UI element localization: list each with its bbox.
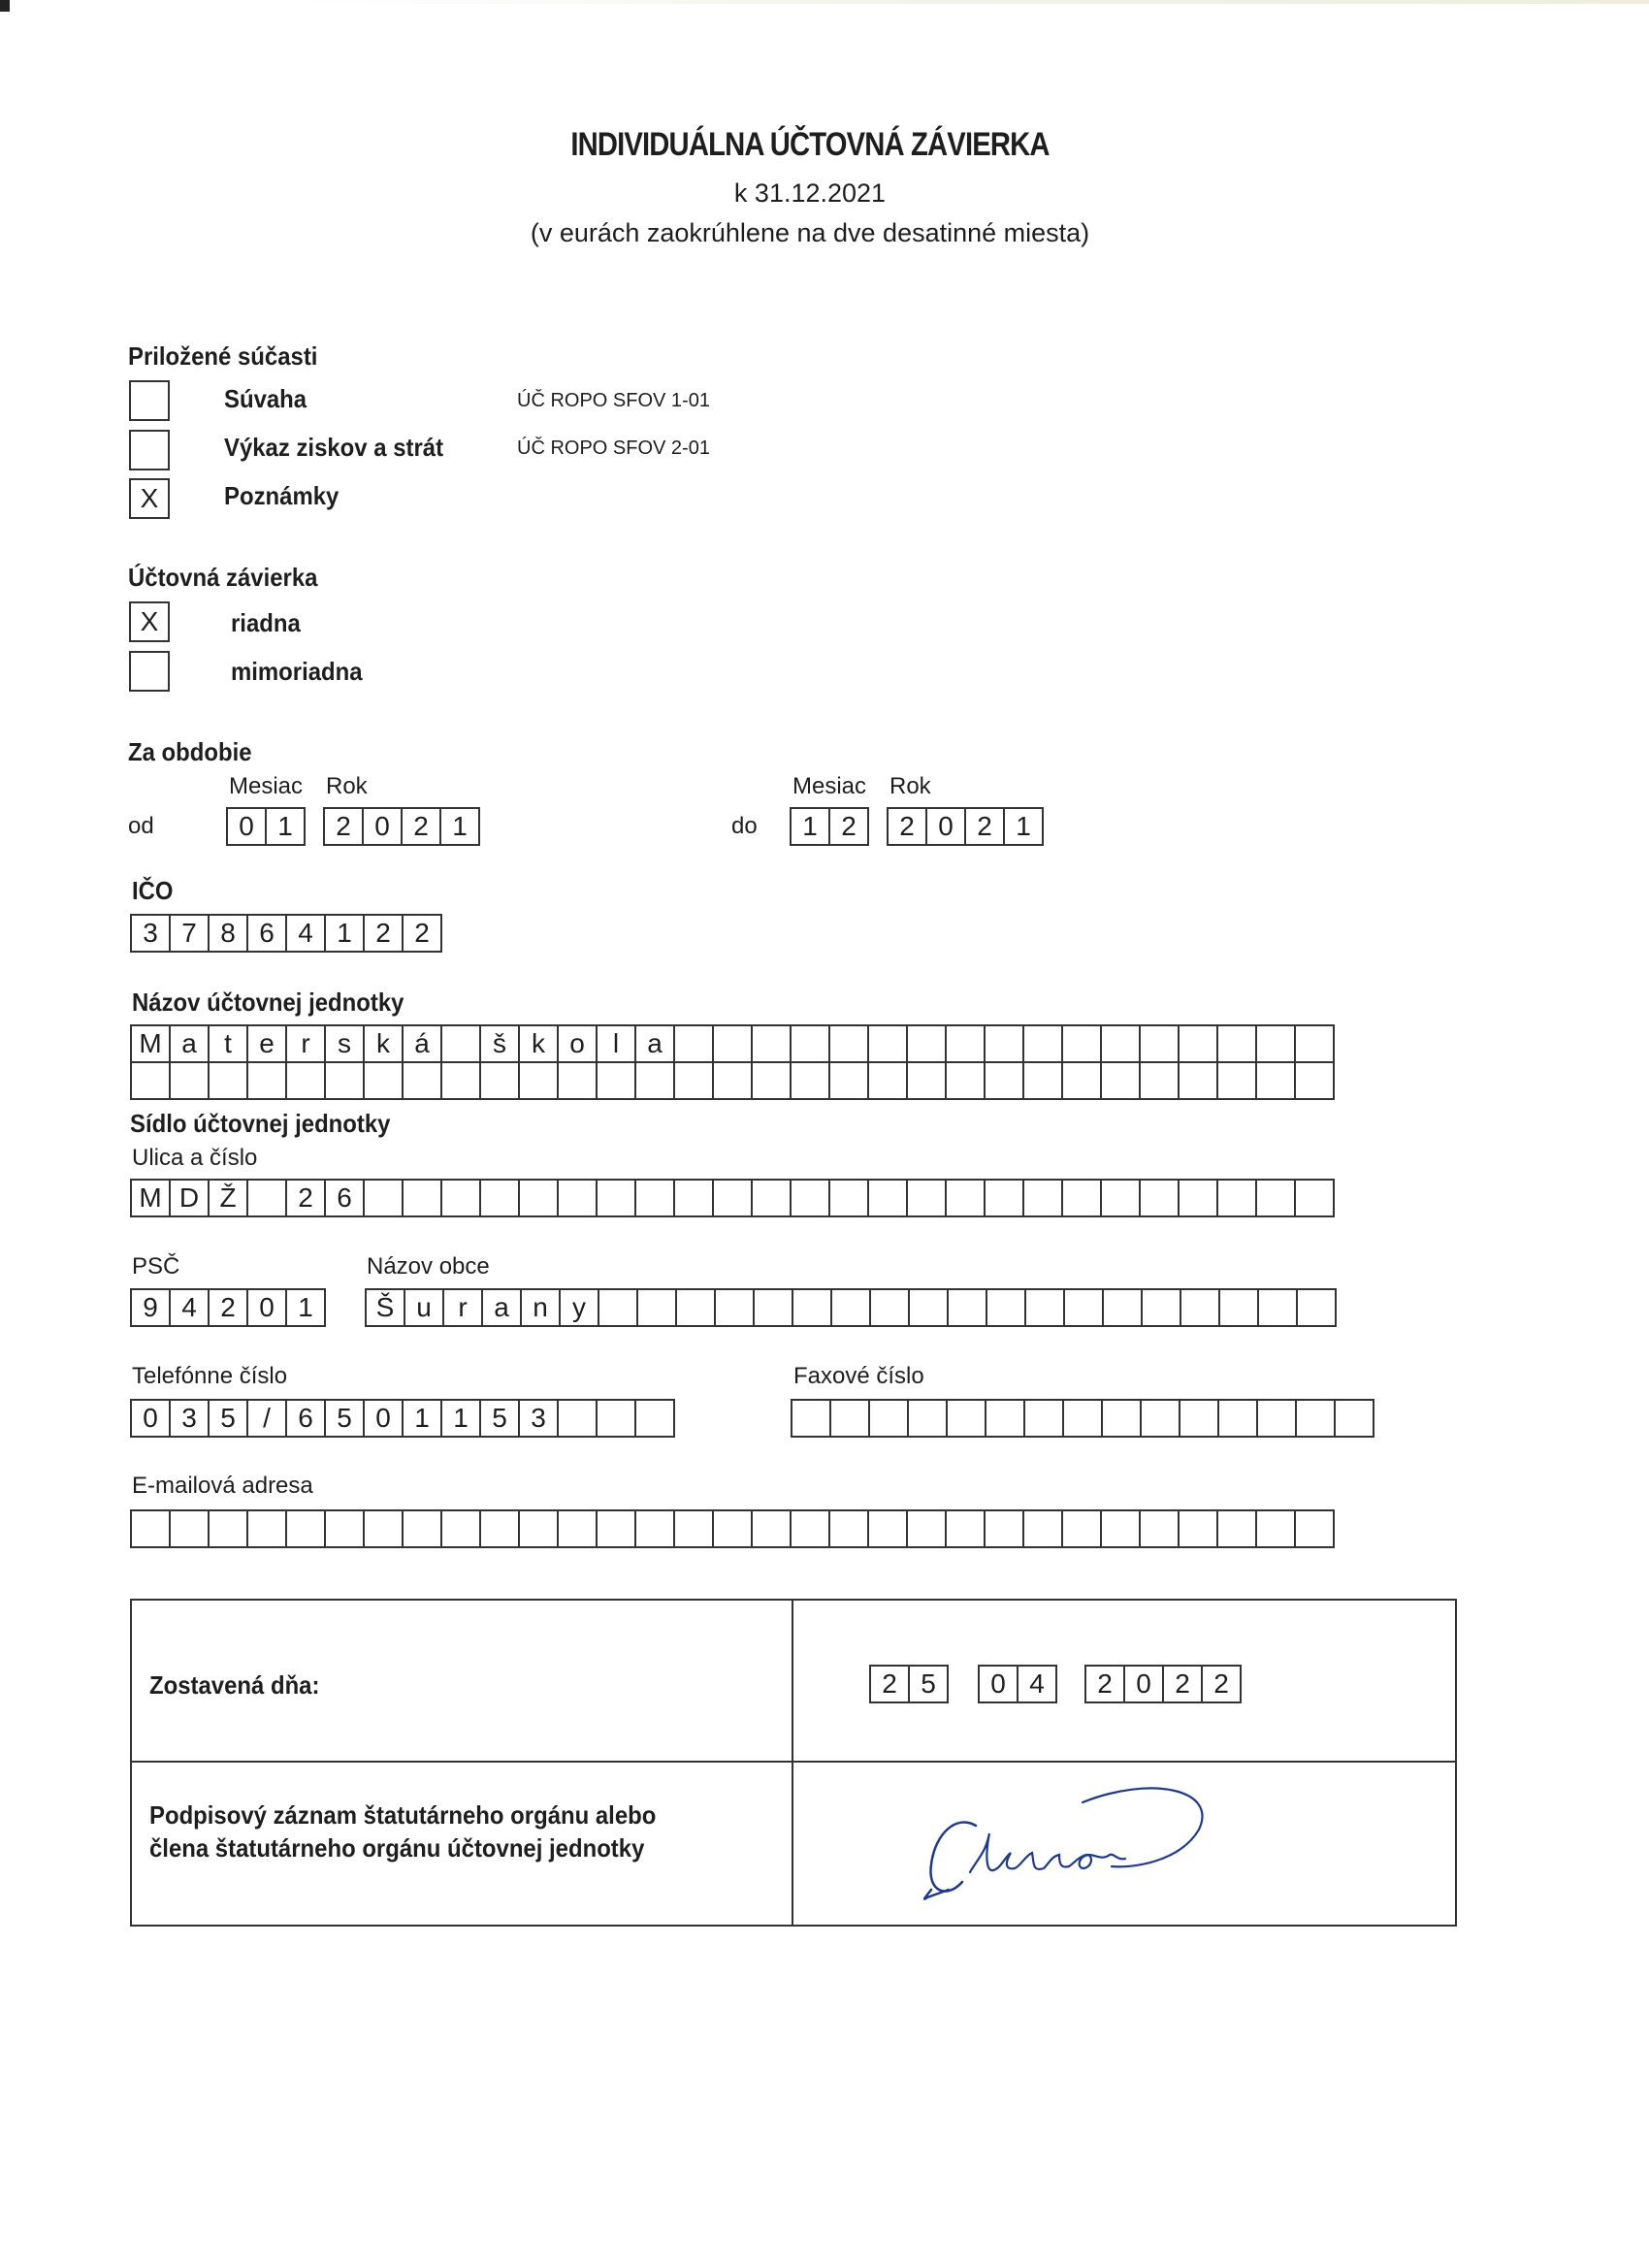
char-cell bbox=[210, 1061, 248, 1100]
char-cell bbox=[830, 1024, 869, 1063]
compiled-label: Zostavená dňa: bbox=[149, 1670, 320, 1700]
char-cell bbox=[598, 1061, 636, 1100]
char-cell: y bbox=[561, 1288, 599, 1327]
signature-svg bbox=[889, 1775, 1296, 1911]
char-cell bbox=[949, 1288, 987, 1327]
char-cell: 0 bbox=[1125, 1665, 1164, 1703]
char-cell: 2 bbox=[403, 807, 441, 846]
char-cell bbox=[986, 1024, 1024, 1063]
char-cell bbox=[1296, 1509, 1335, 1548]
code-suvaha: ÚČ ROPO SFOV 1-01 bbox=[517, 390, 710, 411]
checkbox-suvaha[interactable] bbox=[129, 380, 170, 421]
char-cell bbox=[1141, 1024, 1180, 1063]
checkbox-poznamky[interactable]: X bbox=[129, 478, 170, 519]
char-cell bbox=[404, 1179, 442, 1217]
char-cell bbox=[1025, 1399, 1064, 1438]
char-cell bbox=[908, 1024, 947, 1063]
char-cell bbox=[869, 1509, 908, 1548]
char-cell bbox=[986, 1509, 1024, 1548]
char-cell bbox=[248, 1509, 287, 1548]
char-cell bbox=[1063, 1061, 1102, 1100]
char-cell bbox=[599, 1288, 638, 1327]
char-cell: 3 bbox=[520, 1399, 559, 1438]
street-field[interactable] bbox=[130, 1179, 1335, 1217]
char-cell bbox=[908, 1179, 947, 1217]
char-cell bbox=[1103, 1399, 1142, 1438]
char-cell: 5 bbox=[326, 1399, 365, 1438]
char-cell bbox=[210, 1509, 248, 1548]
char-cell bbox=[869, 1024, 908, 1063]
char-cell bbox=[1104, 1288, 1143, 1327]
period-heading: Za obdobie bbox=[128, 737, 252, 766]
psc-field[interactable] bbox=[130, 1288, 326, 1327]
char-cell bbox=[1143, 1288, 1181, 1327]
char-cell bbox=[598, 1399, 636, 1438]
char-cell bbox=[986, 1399, 1025, 1438]
char-cell bbox=[792, 1024, 830, 1063]
signature-label-line1: Podpisový záznam štatutárneho orgánu alebo bbox=[149, 1800, 657, 1830]
label-poznamky: Poznámky bbox=[224, 481, 340, 510]
char-cell: 2 bbox=[365, 914, 404, 953]
char-cell bbox=[636, 1509, 675, 1548]
char-cell bbox=[714, 1179, 753, 1217]
char-cell: / bbox=[248, 1399, 287, 1438]
char-cell: 1 bbox=[267, 807, 306, 846]
char-cell bbox=[871, 1288, 910, 1327]
handwritten-signature bbox=[889, 1775, 1296, 1911]
char-cell bbox=[171, 1509, 210, 1548]
char-cell bbox=[793, 1288, 832, 1327]
char-cell bbox=[1102, 1061, 1141, 1100]
char-cell bbox=[1180, 1509, 1218, 1548]
char-cell bbox=[832, 1288, 871, 1327]
char-cell bbox=[442, 1024, 481, 1063]
char-cell bbox=[947, 1024, 986, 1063]
char-cell: 2 bbox=[871, 1665, 910, 1703]
char-cell: a bbox=[483, 1288, 522, 1327]
char-cell bbox=[675, 1024, 714, 1063]
char-cell bbox=[442, 1509, 481, 1548]
char-cell: 1 bbox=[287, 1288, 326, 1327]
char-cell bbox=[986, 1061, 1024, 1100]
char-cell bbox=[792, 1509, 830, 1548]
char-cell bbox=[1181, 1288, 1220, 1327]
char-cell bbox=[908, 1509, 947, 1548]
char-cell bbox=[1024, 1509, 1063, 1548]
char-cell: k bbox=[365, 1024, 404, 1063]
char-cell bbox=[1024, 1061, 1063, 1100]
psc-label: PSČ bbox=[132, 1253, 180, 1280]
char-cell: 6 bbox=[248, 914, 287, 953]
char-cell: š bbox=[481, 1024, 520, 1063]
char-cell: 5 bbox=[910, 1665, 949, 1703]
char-cell bbox=[1257, 1061, 1296, 1100]
table-divider-vertical bbox=[792, 1601, 793, 1925]
char-cell bbox=[636, 1179, 675, 1217]
char-cell bbox=[636, 1399, 675, 1438]
char-cell bbox=[869, 1179, 908, 1217]
char-cell: 0 bbox=[364, 807, 403, 846]
char-cell bbox=[442, 1061, 481, 1100]
char-cell bbox=[404, 1509, 442, 1548]
char-cell: 5 bbox=[481, 1399, 520, 1438]
char-cell bbox=[908, 1061, 947, 1100]
phone-label: Telefónne číslo bbox=[132, 1363, 288, 1389]
checkbox-mimoriadna[interactable] bbox=[129, 651, 170, 692]
char-cell: o bbox=[559, 1024, 598, 1063]
char-cell: Š bbox=[367, 1288, 405, 1327]
char-cell bbox=[1259, 1288, 1298, 1327]
date-line: k 31.12.2021 bbox=[733, 178, 887, 208]
compiled-month-field[interactable] bbox=[978, 1665, 1057, 1703]
ico-label: IČO bbox=[132, 876, 174, 905]
char-cell bbox=[910, 1288, 949, 1327]
char-cell bbox=[1024, 1024, 1063, 1063]
char-cell bbox=[677, 1288, 716, 1327]
char-cell bbox=[287, 1509, 326, 1548]
char-cell: D bbox=[171, 1179, 210, 1217]
char-cell bbox=[830, 1061, 869, 1100]
scan-edge bbox=[291, 0, 1649, 4]
char-cell bbox=[326, 1061, 365, 1100]
char-cell bbox=[171, 1061, 210, 1100]
from-month-field[interactable] bbox=[226, 807, 306, 846]
char-cell: a bbox=[636, 1024, 675, 1063]
char-cell: 5 bbox=[210, 1399, 248, 1438]
char-cell bbox=[1258, 1399, 1297, 1438]
char-cell: á bbox=[404, 1024, 442, 1063]
char-cell bbox=[675, 1179, 714, 1217]
char-cell bbox=[559, 1179, 598, 1217]
signature-table bbox=[130, 1599, 1457, 1927]
char-cell bbox=[520, 1061, 559, 1100]
char-cell: 1 bbox=[404, 1399, 442, 1438]
compiled-day-field[interactable] bbox=[869, 1665, 949, 1703]
from-month-label: Mesiac bbox=[229, 773, 304, 799]
char-cell bbox=[1063, 1179, 1102, 1217]
to-year-label: Rok bbox=[889, 773, 931, 799]
char-cell: 4 bbox=[1018, 1665, 1057, 1703]
char-cell bbox=[1142, 1399, 1180, 1438]
char-cell bbox=[1218, 1024, 1257, 1063]
char-cell: r bbox=[444, 1288, 483, 1327]
label-riadna: riadna bbox=[231, 608, 301, 637]
char-cell bbox=[481, 1509, 520, 1548]
phone-field[interactable] bbox=[130, 1399, 675, 1438]
char-cell bbox=[716, 1288, 755, 1327]
entity-name-label: Názov účtovnej jednotky bbox=[132, 988, 404, 1017]
char-cell bbox=[675, 1061, 714, 1100]
fax-label: Faxové číslo bbox=[793, 1363, 924, 1389]
char-cell: 4 bbox=[171, 1288, 210, 1327]
address-heading: Sídlo účtovnej jednotky bbox=[130, 1109, 391, 1138]
char-cell: M bbox=[132, 1179, 171, 1217]
char-cell bbox=[598, 1179, 636, 1217]
char-cell bbox=[1102, 1179, 1141, 1217]
char-cell bbox=[404, 1061, 442, 1100]
char-cell bbox=[753, 1509, 792, 1548]
attachments-heading: Priložené súčasti bbox=[128, 341, 318, 371]
char-cell: Ž bbox=[210, 1179, 248, 1217]
char-cell: 2 bbox=[966, 807, 1005, 846]
char-cell: 2 bbox=[287, 1179, 326, 1217]
char-cell: 6 bbox=[326, 1179, 365, 1217]
char-cell: M bbox=[132, 1024, 171, 1063]
char-cell bbox=[948, 1399, 986, 1438]
scan-corner-mark bbox=[0, 0, 10, 12]
to-year-field[interactable] bbox=[887, 807, 1044, 846]
char-cell bbox=[1026, 1288, 1065, 1327]
char-cell bbox=[1220, 1288, 1259, 1327]
char-cell bbox=[1257, 1024, 1296, 1063]
char-cell: 2 bbox=[830, 807, 869, 846]
checkbox-riadna[interactable]: X bbox=[129, 601, 170, 642]
entity-name-row2[interactable] bbox=[130, 1061, 1335, 1100]
char-cell bbox=[598, 1509, 636, 1548]
char-cell: a bbox=[171, 1024, 210, 1063]
char-cell bbox=[1141, 1179, 1180, 1217]
char-cell bbox=[1296, 1061, 1335, 1100]
char-cell: 3 bbox=[171, 1399, 210, 1438]
char-cell bbox=[559, 1509, 598, 1548]
char-cell bbox=[1064, 1399, 1103, 1438]
char-cell: l bbox=[598, 1024, 636, 1063]
char-cell bbox=[714, 1024, 753, 1063]
char-cell bbox=[559, 1399, 598, 1438]
char-cell bbox=[1257, 1509, 1296, 1548]
char-cell: u bbox=[405, 1288, 444, 1327]
label-mimoriadna: mimoriadna bbox=[231, 657, 363, 686]
char-cell: s bbox=[326, 1024, 365, 1063]
char-cell: t bbox=[210, 1024, 248, 1063]
char-cell bbox=[520, 1179, 559, 1217]
char-cell bbox=[831, 1399, 870, 1438]
char-cell bbox=[1180, 1179, 1218, 1217]
char-cell: 2 bbox=[210, 1288, 248, 1327]
char-cell: k bbox=[520, 1024, 559, 1063]
char-cell bbox=[1141, 1061, 1180, 1100]
char-cell bbox=[365, 1179, 404, 1217]
compiled-year-field[interactable] bbox=[1084, 1665, 1242, 1703]
entity-name-row1[interactable] bbox=[130, 1024, 1335, 1063]
char-cell bbox=[638, 1288, 677, 1327]
from-year-field[interactable] bbox=[323, 807, 480, 846]
char-cell bbox=[636, 1061, 675, 1100]
char-cell bbox=[1141, 1509, 1180, 1548]
char-cell: 1 bbox=[792, 807, 830, 846]
char-cell: 3 bbox=[132, 914, 171, 953]
char-cell bbox=[753, 1061, 792, 1100]
char-cell bbox=[830, 1179, 869, 1217]
char-cell bbox=[947, 1509, 986, 1548]
char-cell bbox=[1257, 1179, 1296, 1217]
char-cell bbox=[481, 1061, 520, 1100]
signature-label-line2: člena štatutárneho orgánu účtovnej jednotky bbox=[149, 1833, 645, 1863]
char-cell bbox=[1102, 1024, 1141, 1063]
char-cell: r bbox=[287, 1024, 326, 1063]
char-cell bbox=[1180, 1024, 1218, 1063]
city-label: Názov obce bbox=[367, 1253, 490, 1280]
char-cell bbox=[1296, 1179, 1335, 1217]
char-cell bbox=[1218, 1179, 1257, 1217]
char-cell bbox=[248, 1061, 287, 1100]
char-cell bbox=[792, 1179, 830, 1217]
char-cell bbox=[1102, 1509, 1141, 1548]
char-cell bbox=[947, 1061, 986, 1100]
char-cell bbox=[1063, 1024, 1102, 1063]
char-cell: 7 bbox=[171, 914, 210, 953]
email-label: E-mailová adresa bbox=[132, 1473, 313, 1499]
char-cell bbox=[287, 1061, 326, 1100]
currency-note: (v eurách zaokrúhlene na dve desatinné miesta) bbox=[530, 218, 1090, 247]
char-cell: 2 bbox=[325, 807, 364, 846]
char-cell bbox=[365, 1509, 404, 1548]
checkbox-vykaz[interactable] bbox=[129, 430, 170, 470]
to-month-field[interactable] bbox=[790, 807, 869, 846]
char-cell bbox=[1065, 1288, 1104, 1327]
char-cell: 9 bbox=[132, 1288, 171, 1327]
char-cell bbox=[559, 1061, 598, 1100]
char-cell: 2 bbox=[1086, 1665, 1125, 1703]
char-cell bbox=[132, 1509, 171, 1548]
char-cell bbox=[755, 1288, 793, 1327]
to-month-label: Mesiac bbox=[792, 773, 867, 799]
char-cell bbox=[1297, 1399, 1336, 1438]
char-cell bbox=[326, 1509, 365, 1548]
char-cell: 1 bbox=[441, 807, 480, 846]
char-cell bbox=[442, 1179, 481, 1217]
char-cell bbox=[1218, 1509, 1257, 1548]
char-cell bbox=[675, 1509, 714, 1548]
char-cell bbox=[1336, 1399, 1374, 1438]
char-cell: 2 bbox=[404, 914, 442, 953]
char-cell bbox=[1298, 1288, 1337, 1327]
char-cell bbox=[909, 1399, 948, 1438]
char-cell bbox=[986, 1179, 1024, 1217]
char-cell bbox=[1063, 1509, 1102, 1548]
char-cell: 2 bbox=[1203, 1665, 1242, 1703]
char-cell: 0 bbox=[132, 1399, 171, 1438]
char-cell bbox=[481, 1179, 520, 1217]
char-cell bbox=[1024, 1179, 1063, 1217]
char-cell bbox=[520, 1509, 559, 1548]
char-cell bbox=[753, 1024, 792, 1063]
statement-type-heading: Účtovná závierka bbox=[128, 563, 318, 592]
table-divider-horizontal bbox=[132, 1761, 1455, 1763]
char-cell bbox=[869, 1061, 908, 1100]
char-cell bbox=[248, 1179, 287, 1217]
char-cell: 6 bbox=[287, 1399, 326, 1438]
label-suvaha: Súvaha bbox=[224, 384, 307, 413]
code-vykaz: ÚČ ROPO SFOV 2-01 bbox=[517, 437, 710, 459]
char-cell: n bbox=[522, 1288, 561, 1327]
char-cell bbox=[870, 1399, 909, 1438]
char-cell bbox=[792, 1061, 830, 1100]
char-cell: 2 bbox=[1164, 1665, 1203, 1703]
fax-field[interactable] bbox=[791, 1399, 1374, 1438]
char-cell bbox=[714, 1061, 753, 1100]
char-cell: 0 bbox=[228, 807, 267, 846]
from-label: od bbox=[128, 813, 154, 839]
char-cell: 2 bbox=[889, 807, 927, 846]
char-cell bbox=[947, 1179, 986, 1217]
char-cell bbox=[714, 1509, 753, 1548]
email-field[interactable] bbox=[130, 1509, 1335, 1548]
char-cell bbox=[365, 1061, 404, 1100]
from-year-label: Rok bbox=[326, 773, 368, 799]
char-cell: e bbox=[248, 1024, 287, 1063]
char-cell bbox=[753, 1179, 792, 1217]
char-cell: 1 bbox=[1005, 807, 1044, 846]
street-label: Ulica a číslo bbox=[132, 1145, 258, 1171]
char-cell bbox=[1180, 1399, 1219, 1438]
char-cell bbox=[792, 1399, 831, 1438]
char-cell bbox=[1219, 1399, 1258, 1438]
document-title: INDIVIDUÁLNA ÚČTOVNÁ ZÁVIERKA bbox=[570, 126, 1050, 163]
char-cell: 0 bbox=[927, 807, 966, 846]
char-cell bbox=[1218, 1061, 1257, 1100]
ico-field[interactable] bbox=[130, 914, 442, 953]
char-cell bbox=[987, 1288, 1026, 1327]
char-cell: 8 bbox=[210, 914, 248, 953]
char-cell bbox=[132, 1061, 171, 1100]
to-label: do bbox=[731, 813, 758, 839]
char-cell: 0 bbox=[365, 1399, 404, 1438]
city-field[interactable] bbox=[365, 1288, 1337, 1327]
label-vykaz: Výkaz ziskov a strát bbox=[224, 433, 444, 462]
char-cell: 4 bbox=[287, 914, 326, 953]
char-cell: 0 bbox=[248, 1288, 287, 1327]
char-cell: 0 bbox=[980, 1665, 1018, 1703]
char-cell bbox=[830, 1509, 869, 1548]
char-cell: 1 bbox=[326, 914, 365, 953]
char-cell bbox=[1296, 1024, 1335, 1063]
char-cell: 1 bbox=[442, 1399, 481, 1438]
char-cell bbox=[1180, 1061, 1218, 1100]
